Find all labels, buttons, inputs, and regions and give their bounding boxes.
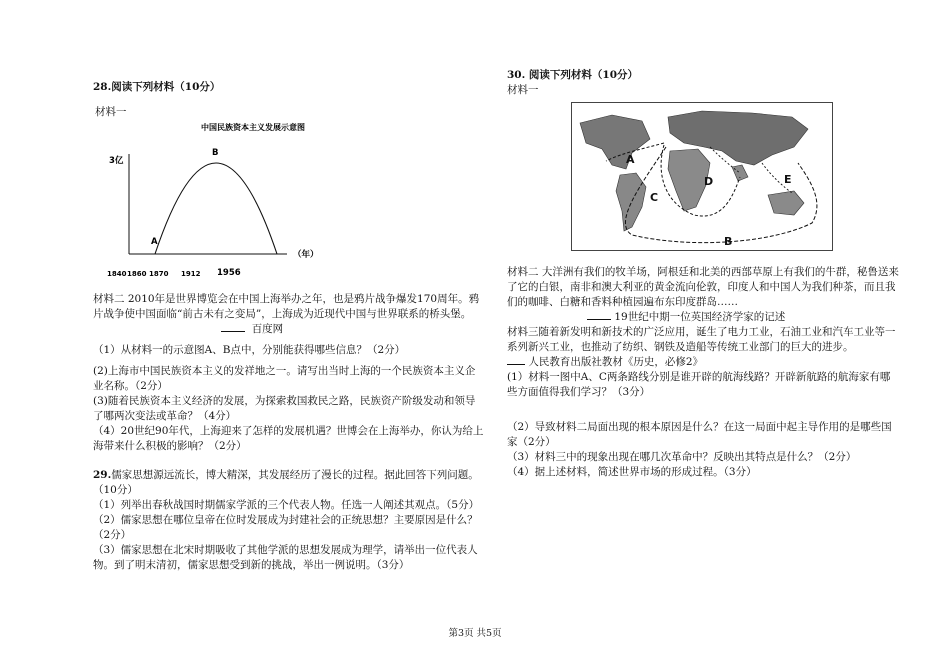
capitalism-chart: [93, 122, 485, 292]
q28-source2: 百度网: [251, 323, 284, 335]
q30-material1-label: 材料一: [507, 84, 539, 96]
q29-number: 29.: [93, 469, 112, 481]
q30-source3: 人民教育出版社教材《历史，必修2》: [528, 356, 704, 368]
q30-question-1: (1）材料一图中A、C两条路线分别是谁开辟的航海线路？开辟新航路的航海家有哪些方面值得我们学习？（3分）: [507, 371, 891, 398]
q28-question-2: (2)上海市中国民族资本主义的发祥地之一。请写出当时上海的一个民族资本主义企业名称。（2分）: [93, 365, 476, 392]
q28-question-3: (3)随着民族资本主义经济的发展，为探索救国救民之路，民族资产阶级发动和领导了哪两次变法或革命？（4分）: [93, 395, 476, 422]
chart-point-label-b: B: [212, 148, 219, 158]
left-column: [93, 80, 485, 573]
chart-x-tick: 1840: [107, 270, 127, 278]
q30-material3: 材料三随着新发明和新技术的广泛应用，诞生了电力工业，石油工业和汽车工业等一系列新兴工业，也推动了纺织、钢铁及造船等传统工业部门的巨大的进步。: [507, 326, 896, 353]
chart-x-label: （年）: [293, 250, 319, 260]
north-america-shape: [580, 115, 650, 169]
chart-x-tick: 1912: [181, 270, 201, 278]
blank-line: [221, 322, 245, 332]
blank-line: [507, 355, 525, 365]
world-map-figure: [571, 102, 833, 251]
q30-title: 30. 阅读下列材料（10分）: [507, 69, 639, 81]
capitalism-chart-svg: [93, 122, 485, 292]
chart-y-tick: 3亿: [109, 156, 124, 166]
q28-question-4: （4）20世纪90年代，上海迎来了怎样的发展机遇？世博会在上海举办，你认为给上海带来什么积极的影响？（2分）: [93, 425, 484, 452]
chart-x-tick: 1870: [149, 270, 169, 278]
blank-line: [587, 310, 611, 320]
q30-source2: 19世纪中期一位英国经济学家的记述: [614, 311, 786, 323]
chart-point-labels: [151, 148, 218, 247]
india-shape: [732, 165, 748, 181]
chart-curve: [155, 163, 277, 254]
chart-x-ticks: [107, 268, 241, 278]
right-column: [507, 68, 899, 480]
q28-title: 28.阅读下列材料（10分）: [93, 81, 221, 93]
q28-material1-label: 材料一: [95, 106, 127, 118]
map-label-b: B: [724, 235, 733, 248]
south-america-shape: [616, 173, 646, 231]
map-label-e: E: [784, 173, 792, 186]
q30-question-2: （2）导致材料二局面出现的根本原因是什么？在这一局面中起主导作用的是哪些国家（2分）: [507, 421, 892, 448]
q28-source2-line: [221, 322, 485, 337]
map-label-a: A: [626, 153, 635, 166]
q29-question-3: （3）儒家思想在北宋时期吸收了其他学派的思想发展成为理学，请举出一位代表人物。到了明末清初，儒家思想受到新的挑战，举出一例说明。（3分）: [93, 544, 478, 571]
page-footer: 第3页 共5页: [448, 628, 502, 639]
q28-question-1: （1）从材料一的示意图A、B点中，分别能获得哪些信息？（2分）: [93, 344, 406, 356]
chart-point-label-a: A: [151, 237, 158, 247]
chart-x-tick: 1956: [217, 268, 241, 278]
map-label-c: C: [650, 191, 659, 204]
q30-material2: 材料二 大洋洲有我们的牧羊场，阿根廷和北美的西部草原上有我们的牛群，秘鲁送来了它的白银，南非和澳大利亚的黄金流向伦敦，印度人和中国人为我们种茶，而且我们的咖啡、白糖和香料种植园遍布东印度群岛……: [507, 266, 899, 308]
q30-source3-line: [507, 355, 899, 370]
q29-question-2: （2）儒家思想在哪位皇帝在位时发展成为封建社会的正统思想？主要原因是什么？（2分）: [93, 514, 478, 541]
q29-title: [93, 468, 485, 498]
q30-question-4: （4）据上述材料，简述世界市场的形成过程。（3分）: [507, 466, 757, 478]
chart-title: 中国民族资本主义发展示意图: [201, 123, 305, 132]
q29-title-text: 儒家思想源远流长，博大精深，其发展经历了漫长的过程。据此回答下列问题。（10分）: [93, 469, 479, 496]
world-map-svg: [572, 103, 832, 250]
q30-source2-line: [587, 310, 899, 325]
q30-question-3: （3）材料三中的现象出现在哪几次革命中？反映出其特点是什么？（2分）: [507, 451, 857, 463]
q29-question-1: （1）列举出春秋战国时期儒家学派的三个代表人物。任选一人阐述其观点。（5分）: [93, 499, 480, 511]
australia-shape: [768, 191, 804, 215]
chart-x-tick: 1860: [127, 270, 147, 278]
map-label-d: D: [704, 175, 714, 188]
q28-material2: 材料二 2010年是世界博览会在中国上海举办之年，也是鸦片战争爆发170周年。鸦片战争使中国面临“前古未有之变局”，上海成为近现代中国与世界联系的桥头堡。: [93, 293, 480, 320]
